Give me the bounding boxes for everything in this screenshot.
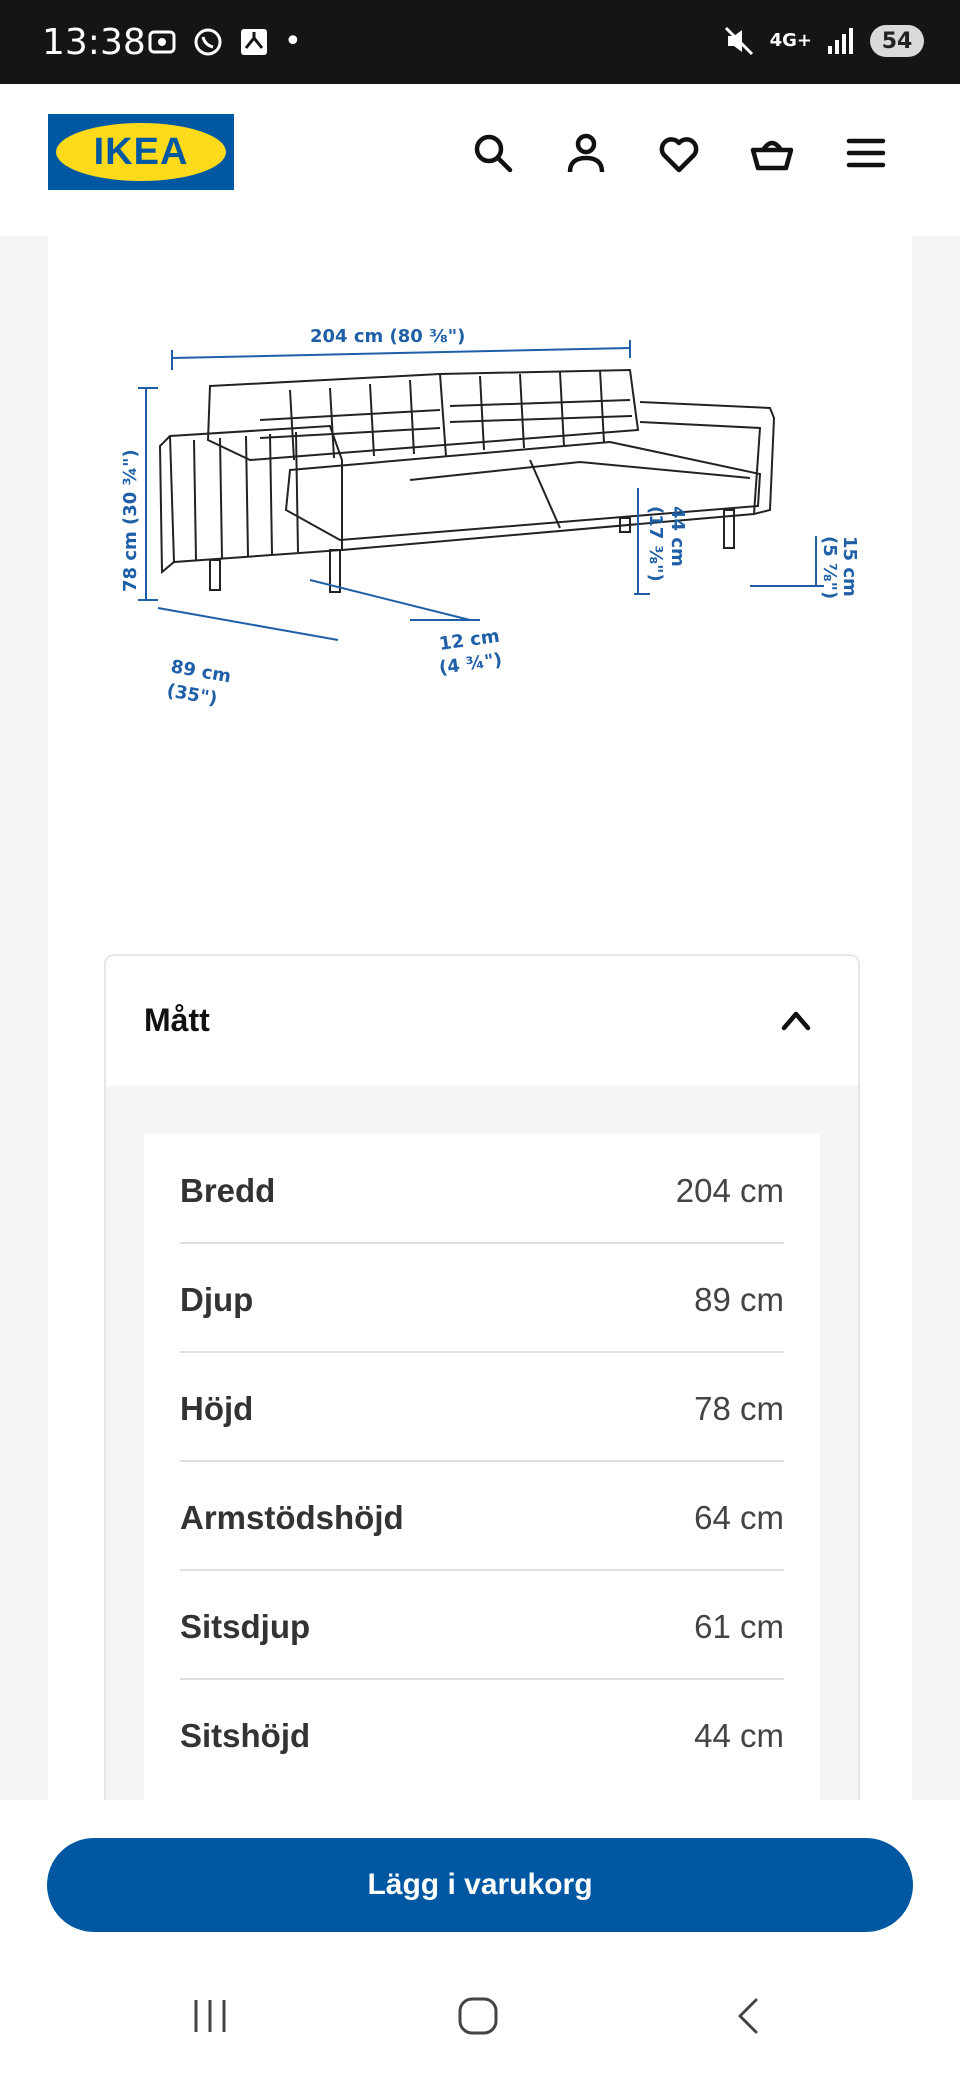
leg-label-2: (4 ¾")	[437, 649, 504, 679]
dimension-row	[180, 1134, 784, 1244]
depth-label-1: 89 cm	[169, 656, 233, 688]
dimension-label: Höjd	[180, 1390, 254, 1427]
dimension-value: 89 cm	[694, 1281, 784, 1318]
account-icon[interactable]	[563, 130, 609, 176]
seat-height-label-1: 44 cm	[667, 506, 688, 567]
recent-apps-icon[interactable]	[190, 1996, 230, 2036]
signal-icon	[826, 26, 856, 56]
dimension-row	[180, 1243, 784, 1353]
dot-icon: •	[284, 24, 302, 59]
clearance-label-1: 15 cm	[839, 536, 860, 597]
height-label: 78 cm (30 ¾")	[120, 449, 141, 592]
dimension-label: Bredd	[180, 1172, 276, 1209]
depth-label-2: (35")	[165, 680, 219, 710]
seat-height-label-2: (17 ⅜")	[645, 506, 666, 582]
clearance-label-2: (5 ⅞")	[819, 536, 840, 600]
home-icon[interactable]	[456, 1996, 500, 2036]
dimension-label: Djup	[180, 1281, 254, 1318]
dimension-label: Armstödshöjd	[180, 1499, 404, 1536]
status-bar	[0, 0, 960, 84]
dimension-label: Sitsdjup	[180, 1608, 311, 1645]
dimensions-table	[144, 1134, 820, 1802]
dimension-value: 44 cm	[694, 1717, 784, 1754]
ikea-logo[interactable]	[48, 114, 234, 190]
leg-label-1: 12 cm	[437, 625, 501, 655]
dimension-row	[180, 1461, 784, 1571]
dimension-value: 61 cm	[694, 1608, 784, 1645]
accordion-title: Mått	[144, 1002, 210, 1038]
network-type: 4G+	[769, 30, 812, 51]
dimension-row	[180, 1570, 784, 1680]
dimension-labels	[120, 326, 860, 710]
dimension-value: 204 cm	[675, 1172, 784, 1209]
dimension-label: Sitshöjd	[180, 1717, 311, 1754]
screenshot-icon	[146, 26, 178, 58]
mute-icon	[722, 24, 756, 58]
logo-text: IKEA	[93, 130, 189, 173]
heart-icon[interactable]	[656, 130, 702, 176]
logo-oval	[56, 123, 226, 181]
basket-icon[interactable]	[749, 130, 795, 176]
add-to-cart-button[interactable]: Lägg i varukorg	[47, 1838, 913, 1932]
dimension-row	[180, 1679, 784, 1787]
app-icon	[238, 26, 270, 58]
sofa-dimension-diagram	[110, 310, 870, 730]
dimension-value: 78 cm	[694, 1390, 784, 1427]
chevron-up-icon[interactable]	[780, 1008, 812, 1032]
system-icons	[722, 24, 924, 58]
dimension-row	[180, 1352, 784, 1462]
dimension-value: 64 cm	[694, 1499, 784, 1536]
accordion-header[interactable]	[106, 956, 858, 1086]
site-header	[0, 84, 960, 236]
width-label: 204 cm (80 ⅜")	[310, 326, 466, 347]
notification-icons	[146, 26, 302, 58]
bottom-bar	[0, 1800, 960, 2080]
whatsapp-icon	[192, 26, 224, 58]
search-icon[interactable]	[470, 130, 516, 176]
status-time: 13:38	[42, 22, 146, 63]
dimensions-accordion	[104, 954, 860, 1802]
back-icon[interactable]	[730, 1996, 766, 2036]
menu-icon[interactable]	[843, 130, 889, 176]
battery-indicator: 54	[870, 25, 924, 57]
